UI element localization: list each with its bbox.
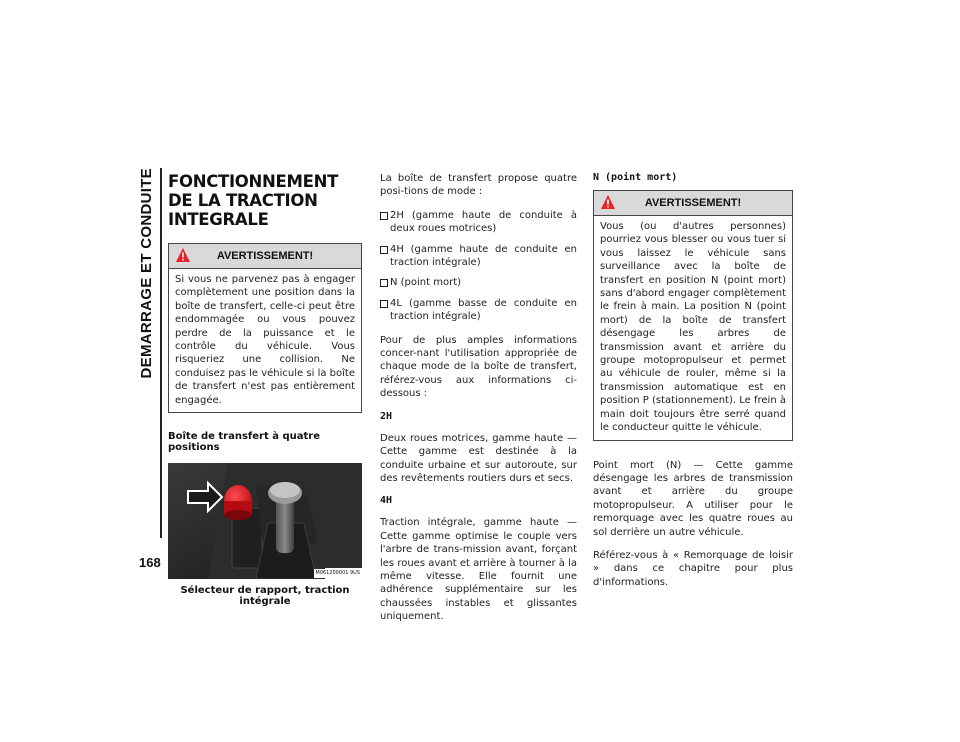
checkbox-bullet-icon [380, 300, 388, 308]
checkbox-bullet-icon [380, 246, 388, 254]
list-item: 4L (gamme basse de conduite en traction intégrale) [380, 297, 577, 324]
checkbox-bullet-icon [380, 212, 388, 220]
column-middle [380, 172, 577, 634]
image-code: M061200001 9US [315, 570, 360, 577]
warning-title: AVERTISSEMENT! [644, 197, 742, 209]
section-title: FONCTIONNEMENT DE LA TRACTION INTEGRALE [168, 172, 339, 229]
reference-text: Référez-vous à « Remorquage de loisir » dans ce chapitre pour plus d'informations. [593, 549, 793, 588]
list-item: N (point mort) [380, 276, 577, 289]
image-caption: Sélecteur de rapport, traction intégrale [180, 585, 350, 608]
text-4h: Traction intégrale, gamme haute — Cette gamme optimise le couple vers l'arbre de trans-mission avant, forçant les roues avant et arrière à tourner à la même vitesse. Elle fournit une adhérence supplémentaire sur les chaussées instables et glissantes uniquement. [380, 517, 578, 623]
column-left [168, 172, 362, 607]
heading-2h: 2H [380, 410, 393, 422]
shifter-photo [168, 463, 362, 579]
warning-header [169, 244, 361, 269]
warning-text: Si vous ne parvenez pas à engager complètement une position dans la boîte de transfert, celle-ci peut être endommagée ou vous pouvez perdre de la puissance et le contrôle du véhicule. Vous risqueriez une collision. Ne conduisez pas le véhicule si la boîte de transfert n'est pas entièrement engagée. [175, 274, 355, 406]
warning-header [594, 191, 792, 216]
mode-list [380, 209, 577, 324]
more-info-text: Pour de plus amples informations concer-nant l'utilisation appropriée de chaque mode de la boîte de transfert, référez-vous aux informations ci-dessous : [380, 334, 577, 400]
text-neutral: Point mort (N) — Cette gamme désengage les arbres de transmission avant et arrière du groupe motopropulseur. A utiliser pour le remorquage avec les quatre roues au sol derrière un autre véhicule. [593, 459, 793, 538]
intro-text: La boîte de transfert propose quatre posi-tions de mode : [380, 173, 577, 198]
text-2h: Deux roues motrices, gamme haute — Cette gamme est destinée à la conduite urbaine et sur autoroute, sur des revêtements routiers durs et secs. [380, 432, 577, 484]
warning-box-neutral [593, 190, 793, 441]
warning-triangle-icon [600, 194, 616, 210]
heading-neutral: N (point mort) [593, 172, 678, 183]
list-item: 2H (gamme haute de conduite à deux roues motrices) [380, 209, 577, 236]
side-tab [138, 168, 162, 538]
side-tab-label: DEMARRAGE ET CONDUITE [138, 168, 155, 379]
list-item: 4H (gamme haute de conduite en traction intégrale) [380, 243, 577, 270]
warning-text: Vous (ou d'autres personnes) pourriez vous blesser ou vous tuer si vous laissez le véhicule sans surveillance avec la boîte de transfert en position N (point mort) sans d'abord engager complètement le frein à main. La position N (point mort) de la boîte de transfert désengage les arbres de transmission avant et arrière du groupe motopropulseur et permet au véhicule de rouler, même si la transmission automatique est en position P (stationnement). Le frein à main doit toujours être serré quand le conducteur quitte le véhicule. [600, 221, 786, 434]
subheading: Boîte de transfert à quatre positions [168, 431, 320, 454]
warning-title: AVERTISSEMENT! [216, 250, 314, 262]
heading-4h: 4H [380, 495, 393, 507]
checkbox-bullet-icon [380, 279, 388, 287]
warning-box [168, 243, 362, 413]
column-right [593, 172, 793, 599]
shifter-illustration [168, 463, 362, 579]
page-number: 168 [139, 555, 161, 570]
warning-triangle-icon [175, 247, 191, 263]
